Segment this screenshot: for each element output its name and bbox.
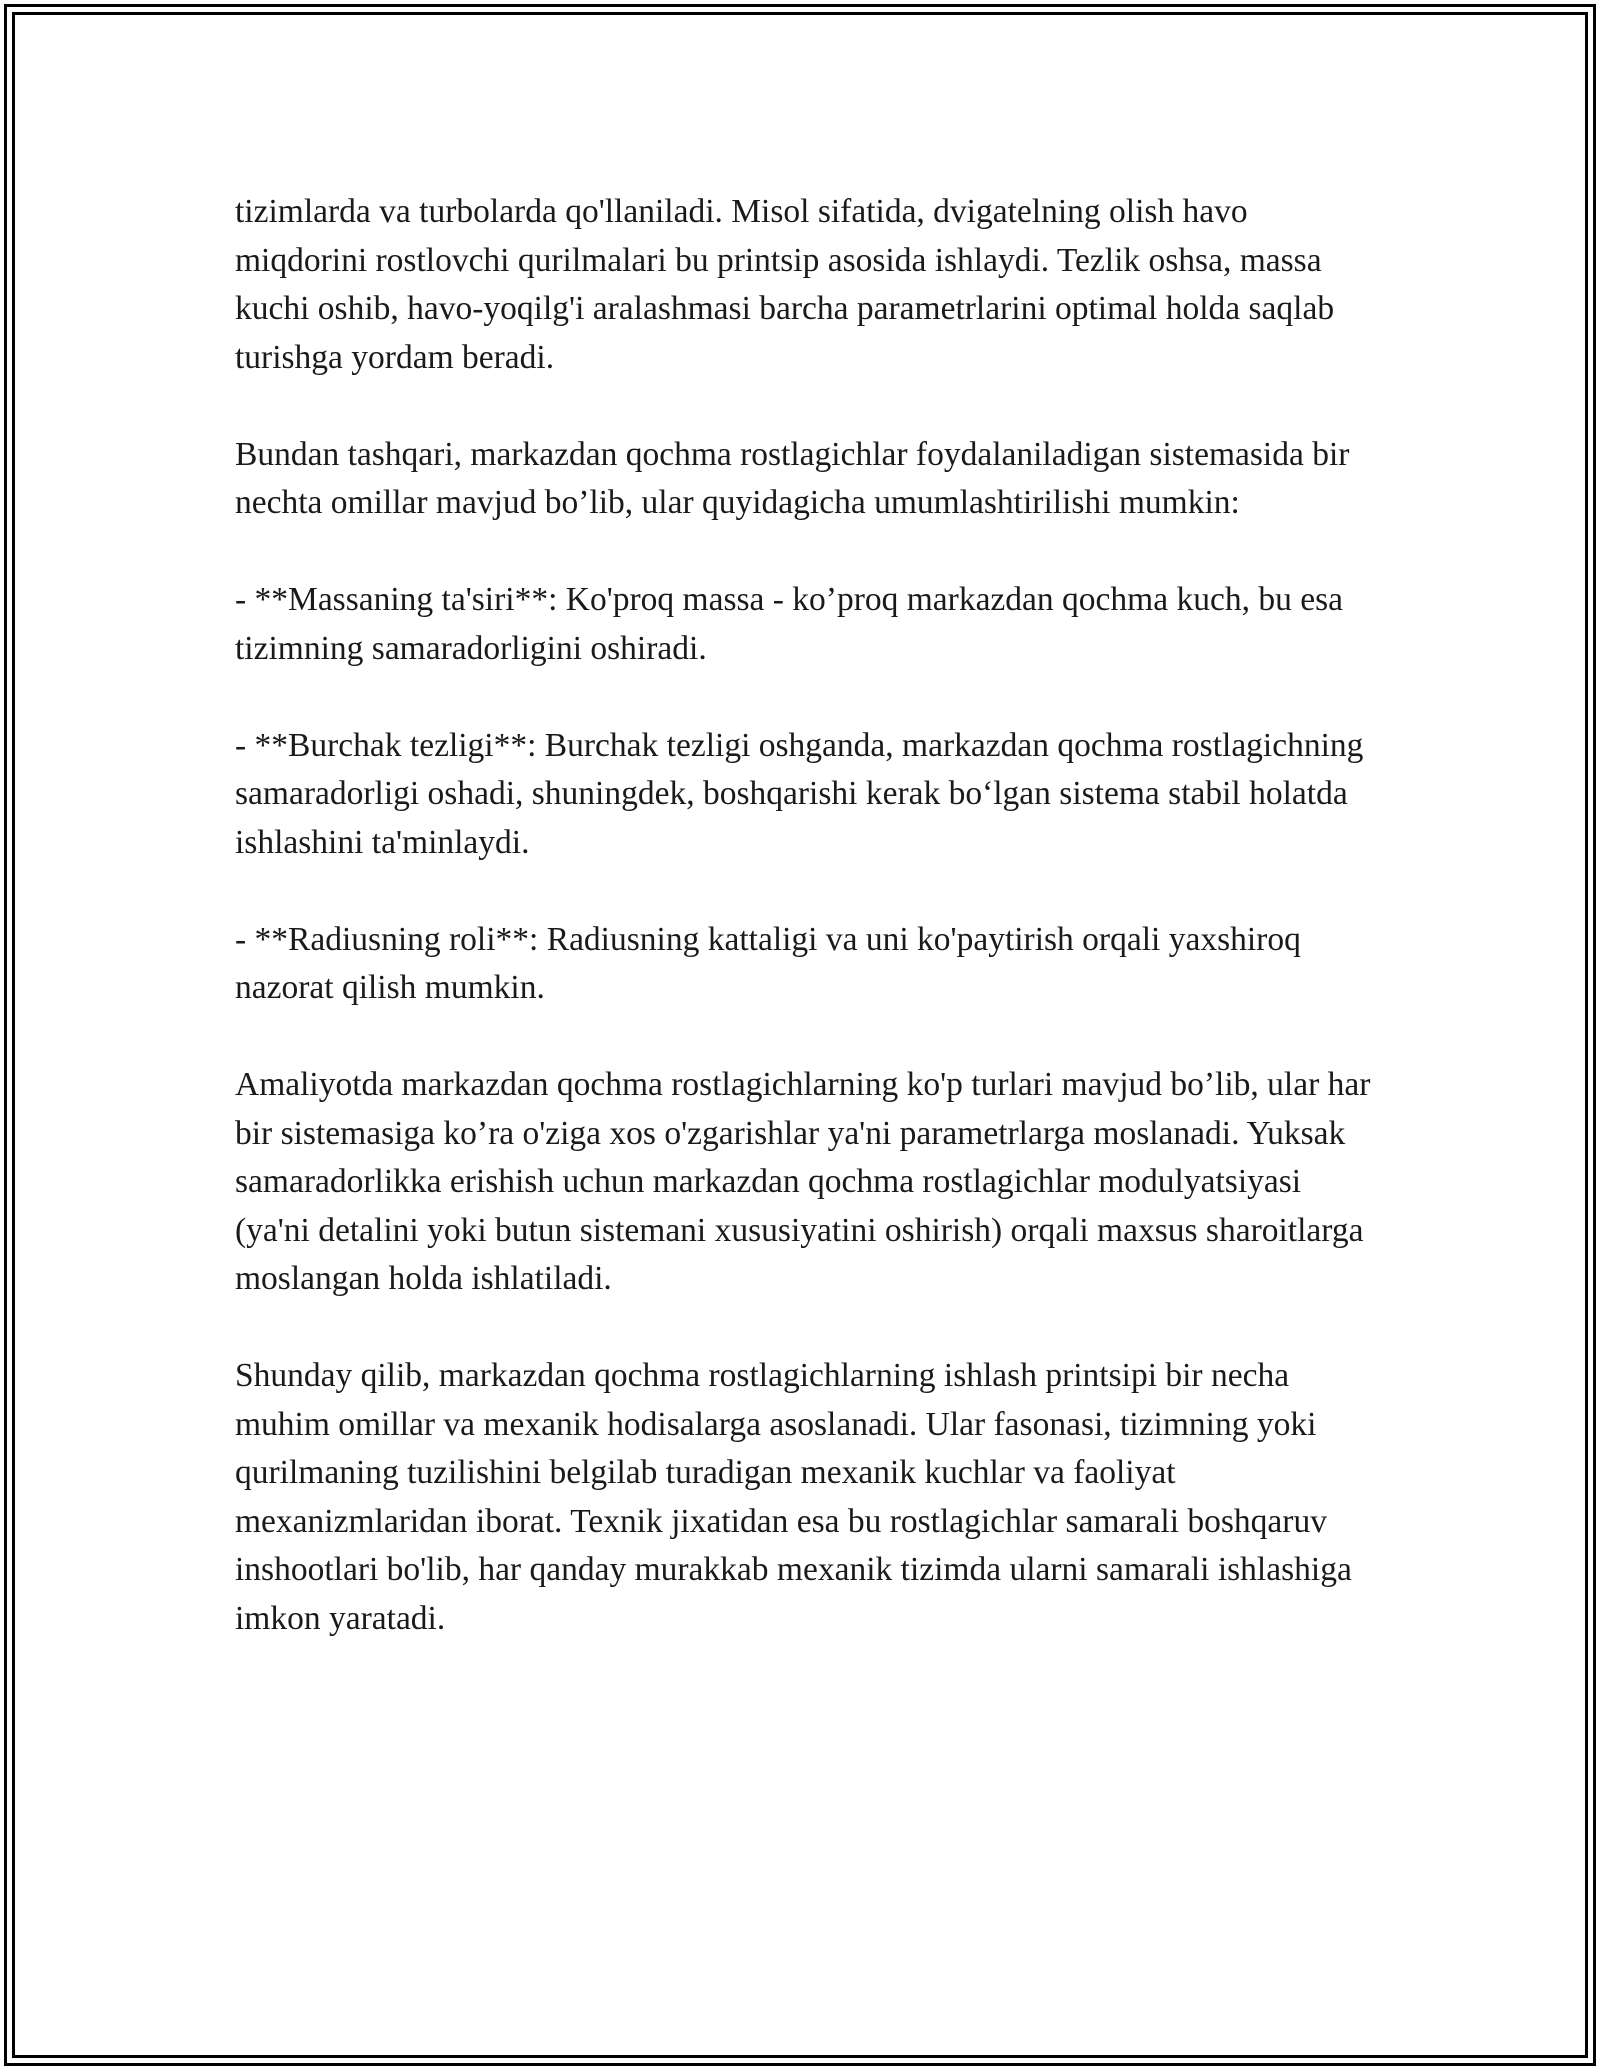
paragraph-2: Bundan tashqari, markazdan qochma rostlagichlar foydalaniladigan sistemasida bir nechta omillar mavjud bo’lib, ular quyidagicha umumlashtirilishi mumkin: (235, 435, 1350, 521)
paragraph-radius-role: - **Radiusning roli**: Radiusning kattaligi va uni ko'paytirish orqali yaxshiroq nazorat qilish mumkin. (235, 920, 1301, 1006)
paragraph-1: tizimlarda va turbolarda qo'llaniladi. Misol sifatida, dvigatelning olish havo miqdorini rostlovchi qurilmalari bu printsip asosida ishlaydi. Tezlik oshsa, massa kuchi oshib, havo-yoqilg'i aralashmasi barcha parametrlarini optimal holda saqlab turishga yordam beradi. (235, 193, 1335, 376)
paragraph-angular-velocity: - **Burchak tezligi**: Burchak tezligi oshganda, markazdan qochma rostlagichning samaradorligi oshadi, shuningdek, boshqarishi kerak bo‘lgan sistema stabil holatda ishlashini ta'minlaydi. (235, 726, 1364, 861)
paragraph-conclusion: Shunday qilib, markazdan qochma rostlagichlarning ishlash printsipi bir necha muhim omillar va mexanik hodisalarga asoslanadi. Ular fasonasi, tizimning yoki qurilmaning tuzilishini belgilab turadigan mexanik kuchlar va faoliyat mexanizmlaridan iborat. Texnik jixatidan esa bu rostlagichlar samarali boshqaruv inshootlari bo'lib, har qanday murakkab mexanik tizimda ularni samarali ishlashiga imkon yaratadi. (235, 1357, 1352, 1637)
document-body (235, 188, 1375, 1643)
paragraph-practice: Amaliyotda markazdan qochma rostlagichlarning ko'p turlari mavjud bo’lib, ular har bir sistemasiga ko’ra o'ziga xos o'zgarishlar ya'ni parametrlarga moslanadi. Yuksak samaradorlikka erishish uchun markazdan qochma rostlagichlar modulyatsiyasi (ya'ni detalini yoki butun sistemani xususiyatini oshirish) orqali maxsus sharoitlarga moslangan holda ishlatiladi. (235, 1066, 1371, 1297)
paragraph-mass-effect: - **Massaning ta'siri**: Ko'proq massa - ko’proq markazdan qochma kuch, bu esa tizimning samaradorligini oshiradi. (235, 581, 1343, 667)
